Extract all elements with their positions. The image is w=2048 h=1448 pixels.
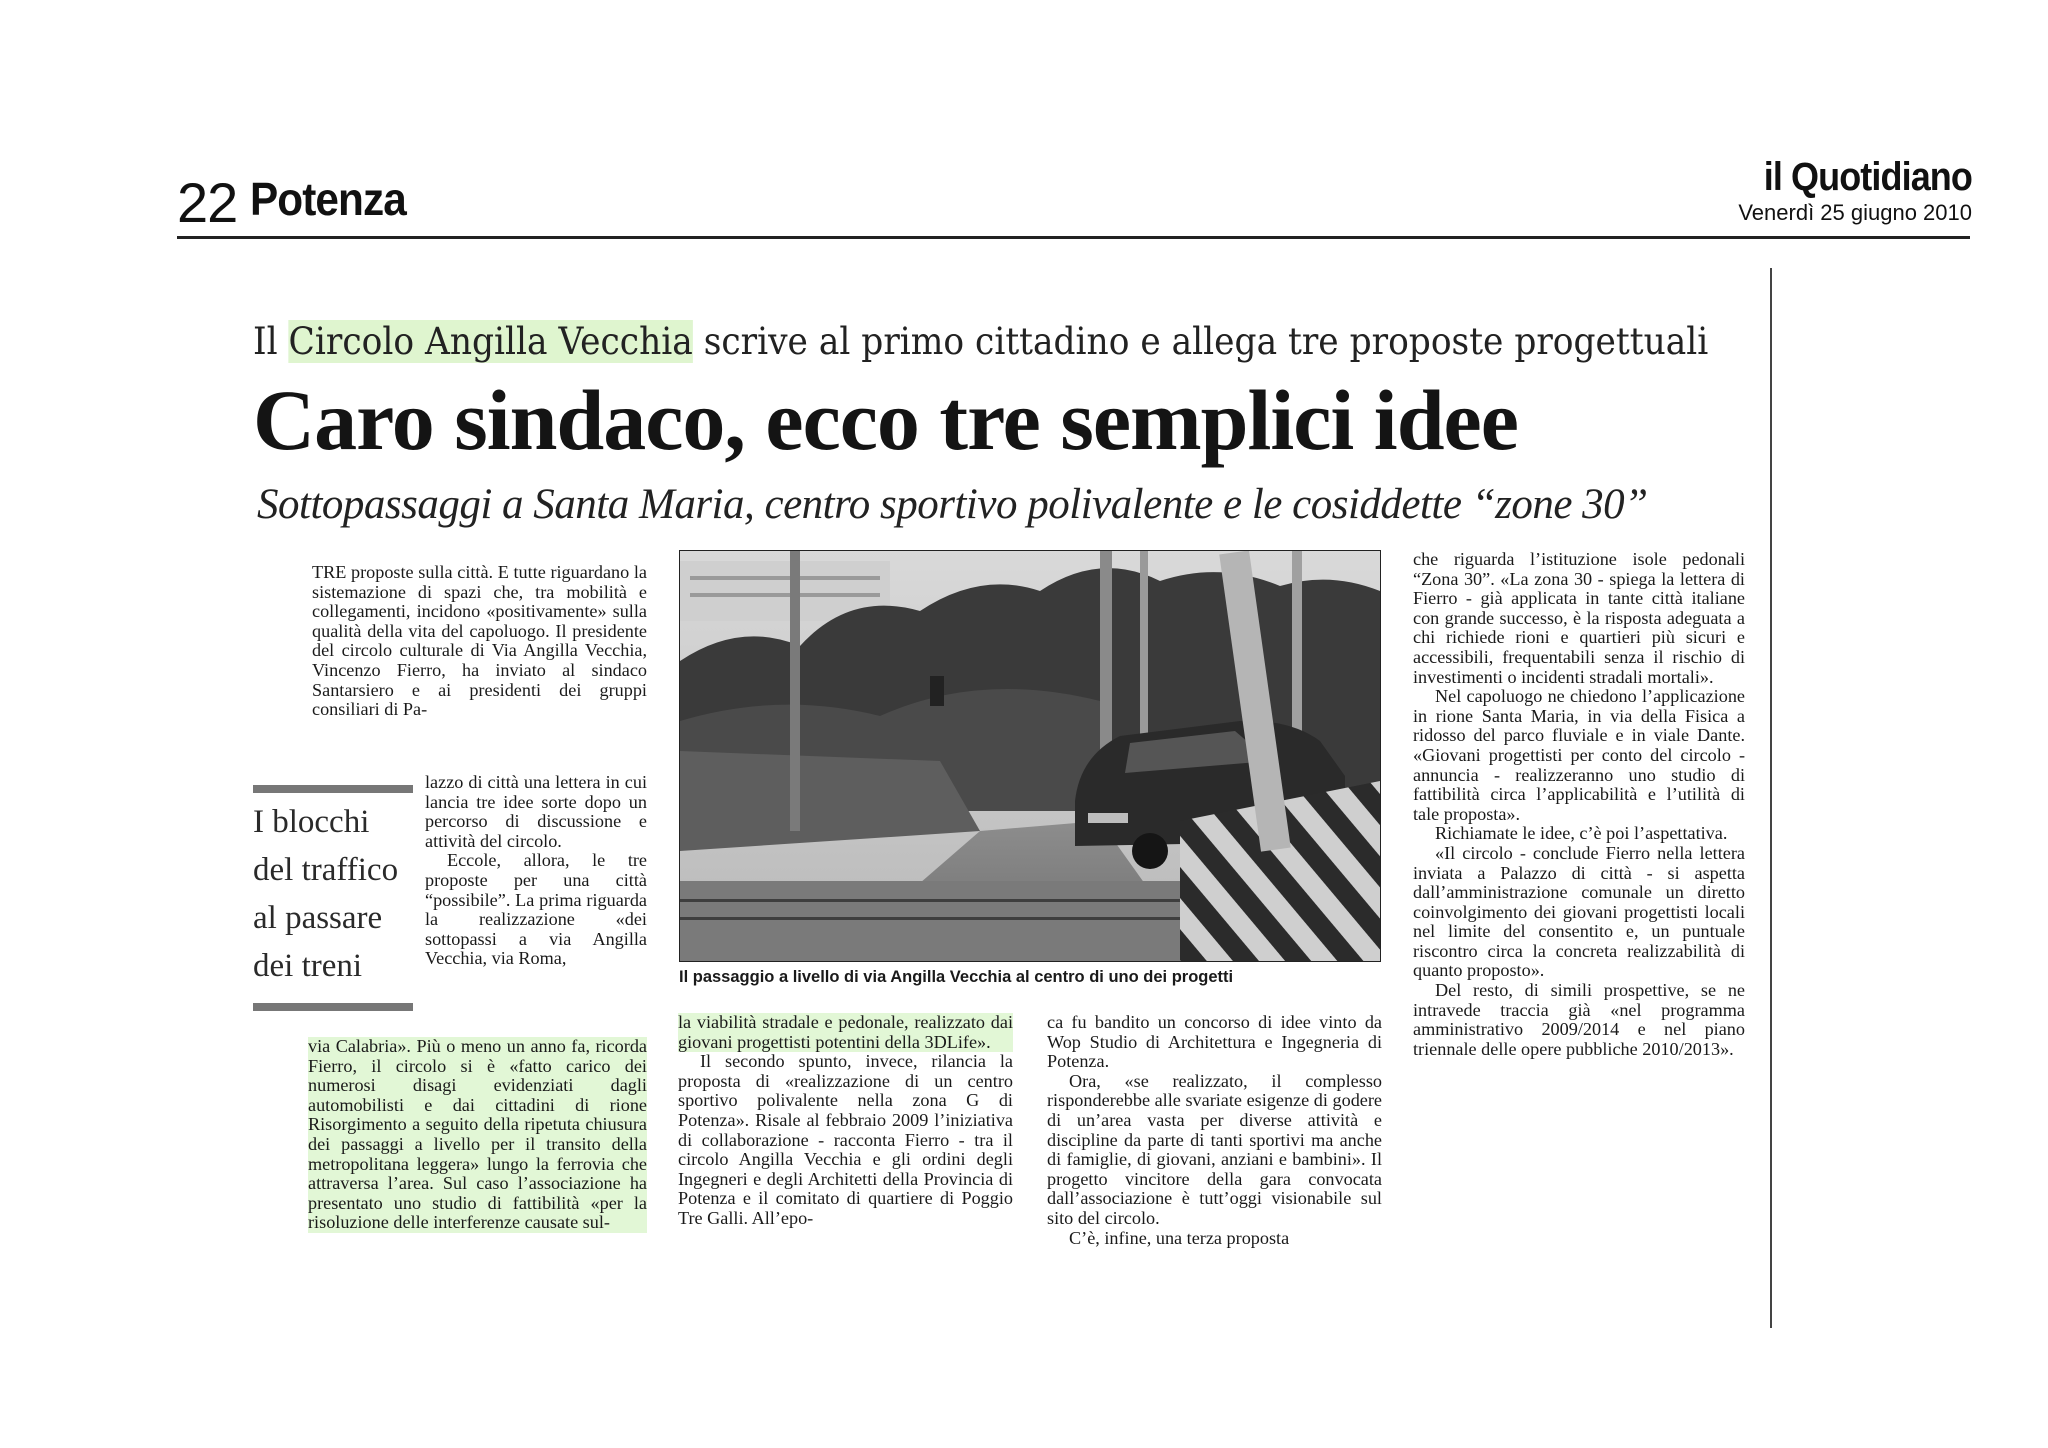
pull-quote-line: dei treni bbox=[253, 948, 363, 984]
page-number: 22 bbox=[177, 171, 238, 234]
pull-quote-line: I blocchi bbox=[253, 804, 370, 840]
body-paragraph: lazzo di città una lettera in cui lancia tre idee sorte dopo un percorso di discussione e attività del circolo. bbox=[425, 772, 647, 851]
body-column-1-top: TRE proposte sulla città. E tutte riguardano la sistemazione di spazi che, tra mobilità e collegamenti, incidono «positivamente» sulla qualità della vita del capoluogo. Il presidente del circolo culturale di Via Angilla Vecchia, Vincenzo Fierro, ha inviato al sindaco Santarsiero e ai presidenti dei gruppi consiliari di Pa- bbox=[312, 562, 647, 720]
body-paragraph: C’è, infine, una terza proposta bbox=[1069, 1227, 1290, 1248]
pull-quote-line: al passare bbox=[253, 900, 383, 936]
newspaper-masthead: il Quotidiano bbox=[1763, 155, 1972, 199]
kicker-highlight: Circolo Angilla Vecchia bbox=[288, 320, 693, 363]
article-subhead: Sottopassaggi a Santa Maria, centro sportivo polivalente e le cosiddette “zone 30” bbox=[257, 481, 1648, 528]
photo-caption: Il passaggio a livello di via Angilla Vecchia al centro di uno dei progetti bbox=[679, 968, 1234, 986]
article-kicker bbox=[253, 320, 1708, 363]
body-column-1-bottom: via Calabria». Più o meno un anno fa, ricorda Fierro, il circolo si è «fatto carico dei numerosi disagi evidenziati dagli automobilisti e dai cittadini di rione Risorgimento a seguito della ripetuta chiusura dei passaggi a livello per il transito della metropolitana leggera» lungo la ferrovia che attraversa l’area. Sul caso l’associazione ha presentato uno studio di fattibilità «per la risoluzione delle interferenze causate sul- bbox=[308, 1036, 647, 1233]
header-rule bbox=[177, 236, 1970, 239]
article-photo bbox=[679, 550, 1381, 962]
pull-quote-rule-bottom bbox=[253, 1003, 413, 1011]
body-column-4 bbox=[1413, 550, 1745, 1059]
body-paragraph: Richiamate le idee, c’è poi l’aspettativa. bbox=[1435, 823, 1728, 844]
railway-crossing-photo bbox=[680, 551, 1380, 961]
pull-quote-line: del traffico bbox=[253, 852, 399, 888]
body-paragraph: Del resto, di simili prospettive, se ne intravede traccia già «nel programma amministrativo 2009/2014 e nel piano triennale delle opere pubbliche 2010/2013». bbox=[1413, 980, 1745, 1059]
kicker-post: scrive al primo cittadino e allega tre proposte progettuali bbox=[692, 320, 1709, 363]
body-column-3 bbox=[1047, 1013, 1382, 1248]
body-paragraph: che riguarda l’istituzione isole pedonali “Zona 30”. «La zona 30 - spiega la lettera di Fierro - già applicata in tante città italiane con grande successo, è la risposta adeguata a chi richiede rioni e quartieri più sicuri e accessibili, frequentabili senza il rischio di investimenti o incidenti stradali mortali». bbox=[1413, 549, 1745, 687]
article-headline: Caro sindaco, ecco tre semplici idee bbox=[253, 372, 1518, 468]
body-paragraph: la viabilità stradale e pedonale, realizzato dai giovani progettisti potentini della 3DLife». bbox=[678, 1012, 1013, 1052]
pull-quote-rule-top bbox=[253, 785, 413, 793]
body-paragraph: ca fu bandito un concorso di idee vinto da Wop Studio di Architettura e Ingegneria di Potenza. bbox=[1047, 1012, 1382, 1072]
body-paragraph: Ora, «se realizzato, il complesso risponderebbe alle svariate esigenze di godere di un’area vasta per diverse attività e discipline da parte di tanti sportivi ma anche di famiglie, di giovani, anziani e bambini». Il progetto vincitore della gara convocata dall’associazione è tutt’oggi visionabile sul sito del circolo. bbox=[1047, 1070, 1382, 1228]
kicker-pre: Il bbox=[253, 320, 289, 363]
body-paragraph: «Il circolo - conclude Fierro nella lettera inviata a Palazzo di città - si aspetta dall’amministrazione comunale un diretto coinvolgimento dei giovani progettisti locali nel limite del consentito e, un puntuale riscontro circa la concreta realizzabilità di quanto proposto». bbox=[1413, 842, 1745, 981]
body-column-1-mid bbox=[425, 773, 647, 969]
body-column-2 bbox=[678, 1013, 1013, 1229]
body-paragraph: Il secondo spunto, invece, rilancia la proposta di «realizzazione di un centro sportivo polivalente nella zona G di Potenza». Risale al febbraio 2009 l’iniziativa di collaborazione - racconta Fierro - tra il circolo Angilla Vecchia e gli ordini degli Ingegneri e degli Architetti della Provincia di Potenza e il comitato di quartiere di Poggio Tre Galli. All’epo- bbox=[678, 1051, 1013, 1228]
issue-date: Venerdì 25 giugno 2010 bbox=[1738, 200, 1972, 225]
column-divider bbox=[1770, 268, 1772, 1328]
pull-quote bbox=[253, 798, 423, 990]
section-title: Potenza bbox=[250, 173, 406, 225]
body-paragraph: Nel capoluogo ne chiedono l’applicazione in rione Santa Maria, in via della Fisica a ridosso del parco fluviale e in viale Dante. «Giovani progettisti per conto del circolo - annuncia - realizzeranno uno studio di fattibilità circa l’applicabilità e l’utilità di tale proposta». bbox=[1413, 686, 1745, 824]
body-paragraph: Eccole, allora, le tre proposte per una città “possibile”. La prima riguarda la realizzazione «dei sottopassi a via Angilla Vecchia, via Roma, bbox=[425, 850, 647, 969]
